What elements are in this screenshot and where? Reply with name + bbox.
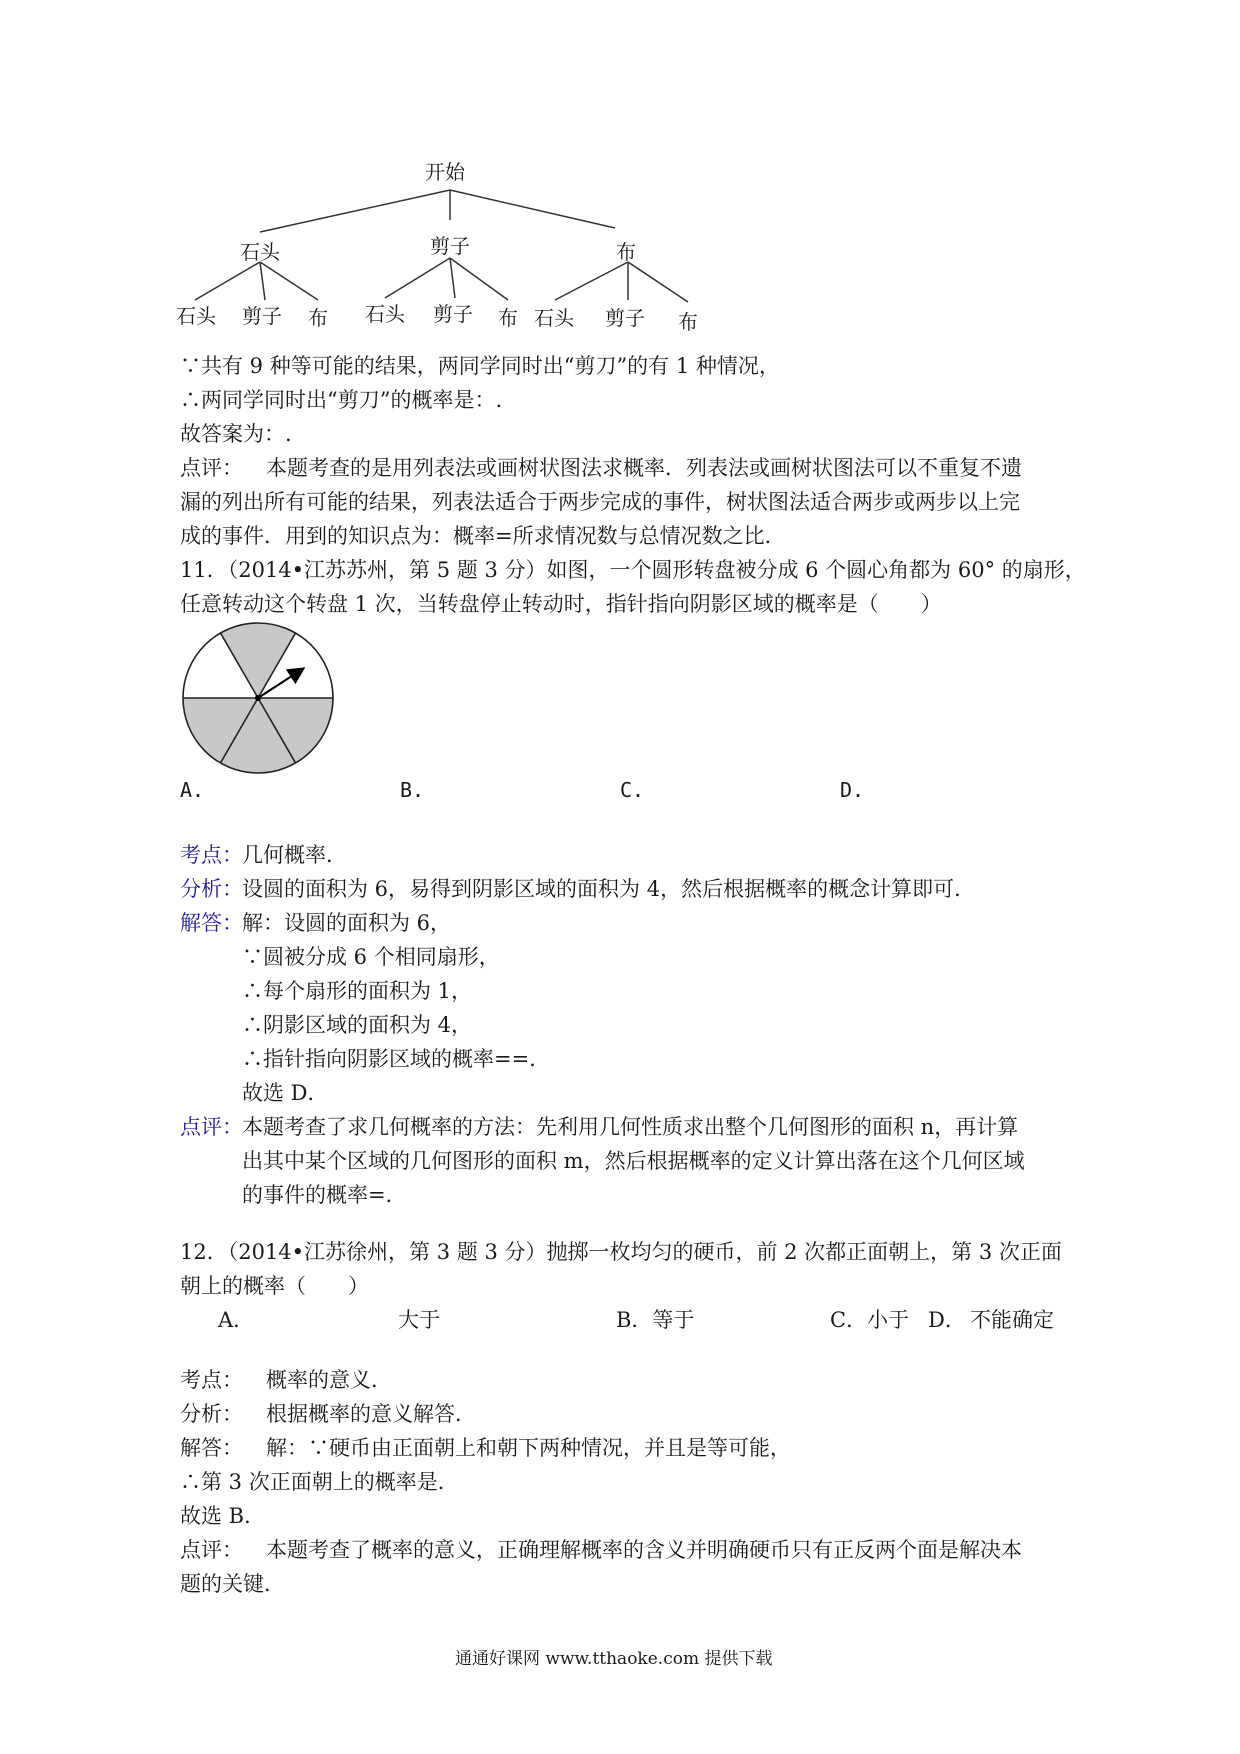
q11-jieda-l6: 故选 D．	[242, 1081, 329, 1105]
q11-kaodian-label: 考点：	[180, 843, 243, 867]
q11-jieda-l3: ∴每个扇形的面积为 1，	[242, 979, 473, 1003]
q12-kaodian: 概率的意义．	[266, 1368, 392, 1392]
q11-dianping-l3: 的事件的概率=．	[242, 1183, 407, 1207]
q12-kaodian-label: 考点：	[180, 1368, 243, 1392]
q12-option-b[interactable]: B．等于	[616, 1308, 695, 1332]
q11-dianping-label: 点评：	[180, 1115, 243, 1139]
q12-option-a[interactable]: A．	[218, 1308, 255, 1332]
q11-option-d[interactable]: D.	[840, 778, 865, 802]
q11-fenxi-label: 分析：	[180, 877, 243, 901]
spinner-figure	[180, 620, 340, 780]
q12-fenxi: 根据概率的意义解答．	[266, 1402, 476, 1426]
tree-root: 开始	[425, 160, 465, 184]
page-footer: 通通好课网 www.tthaoke.com 提供下载	[455, 1649, 773, 1669]
q12-jieda-label: 解答：	[180, 1436, 243, 1460]
q10-comment-l3: 成的事件．用到的知识点为：概率=所求情况数与总情况数之比．	[180, 524, 786, 548]
q11-stem-l1: 11．（2014•江苏苏州，第 5 题 3 分）如图，一个圆形转盘被分成 6 个圆心角都为 60° 的扇形，	[180, 558, 1086, 582]
tree-l1-scissors: 剪子	[430, 234, 470, 258]
tree-l2-item: 剪子	[242, 304, 282, 328]
q12-jieda-l2: ∴第 3 次正面朝上的概率是．	[180, 1470, 459, 1494]
q12-option-a-text[interactable]: 大于	[398, 1308, 440, 1332]
tree-l1-cloth: 布	[616, 240, 636, 264]
tree-l2-item: 剪子	[605, 306, 645, 330]
q12-option-c[interactable]: C．小于	[830, 1308, 910, 1332]
q11-jieda-l2: ∵圆被分成 6 个相同扇形，	[242, 945, 500, 969]
q10-line2: ∴两同学同时出“剪刀”的概率是：.	[180, 388, 503, 412]
tree-l2-item: 剪子	[433, 302, 473, 326]
q12-fenxi-label: 分析：	[180, 1402, 243, 1426]
q10-line3: 故答案为：.	[180, 422, 292, 446]
tree-l2-item: 石头	[176, 304, 216, 328]
q10-comment-l1: 本题考查的是用列表法或画树状图法求概率．列表法或画树状图法可以不重复不遗	[266, 456, 1022, 480]
q11-jieda-l1: 解：设圆的面积为 6，	[242, 911, 452, 935]
tree-l2-item: 布	[308, 306, 328, 330]
q11-jieda-label: 解答：	[180, 911, 243, 935]
q12-dianping-l1: 本题考查了概率的意义，正确理解概率的含义并明确硬币只有正反两个面是解决本	[266, 1538, 1022, 1562]
q10-comment-l2: 漏的列出所有可能的结果，列表法适合于两步完成的事件，树状图法适合两步或两步以上完	[180, 490, 1020, 514]
q11-jieda-l5: ∴指针指向阴影区域的概率==．	[242, 1047, 551, 1071]
q12-stem-l2: 朝上的概率（ ）	[180, 1274, 369, 1298]
tree-l2-item: 石头	[365, 302, 405, 326]
q12-stem-l1: 12．（2014•江苏徐州，第 3 题 3 分）抛掷一枚均匀的硬币，前 2 次都正面朝上，第 3 次正面	[180, 1240, 1062, 1264]
q12-option-d-text[interactable]: 不能确定	[970, 1308, 1054, 1332]
q11-option-c[interactable]: C.	[620, 778, 645, 802]
q12-option-d[interactable]: D．	[928, 1308, 966, 1332]
q12-jieda-l3: 故选 B．	[180, 1504, 266, 1528]
tree-l1-rock: 石头	[240, 240, 280, 264]
q11-fenxi: 设圆的面积为 6，易得到阴影区域的面积为 4，然后根据概率的概念计算即可．	[242, 877, 976, 901]
q11-jieda-l4: ∴阴影区域的面积为 4，	[242, 1013, 473, 1037]
q11-dianping-l2: 出其中某个区域的几何图形的面积 m，然后根据概率的定义计算出落在这个几何区域	[242, 1149, 1025, 1173]
tree-l2-item: 布	[678, 310, 698, 334]
spinner-svg	[180, 620, 340, 780]
q10-comment-label: 点评：	[180, 456, 243, 480]
q11-option-b[interactable]: B.	[400, 778, 425, 802]
q12-jieda-l1: 解：∵硬币由正面朝上和朝下两种情况，并且是等可能，	[266, 1436, 791, 1460]
tree-l2-item: 布	[498, 306, 518, 330]
q11-stem-l2: 任意转动这个转盘 1 次，当转盘停止转动时，指针指向阴影区域的概率是（ ）	[180, 592, 942, 616]
q11-kaodian: 几何概率．	[242, 843, 347, 867]
q11-option-a[interactable]: A.	[180, 778, 205, 802]
tree-l2-item: 石头	[534, 306, 574, 330]
q11-dianping-l1: 本题考查了求几何概率的方法：先利用几何性质求出整个几何图形的面积 n，再计算	[242, 1115, 1019, 1139]
tree-diagram	[150, 140, 710, 340]
q10-line1: ∵共有 9 种等可能的结果，两同学同时出“剪刀”的有 1 种情况，	[180, 354, 780, 378]
q12-dianping-l2: 题的关键．	[180, 1572, 285, 1596]
q12-dianping-label: 点评：	[180, 1538, 243, 1562]
